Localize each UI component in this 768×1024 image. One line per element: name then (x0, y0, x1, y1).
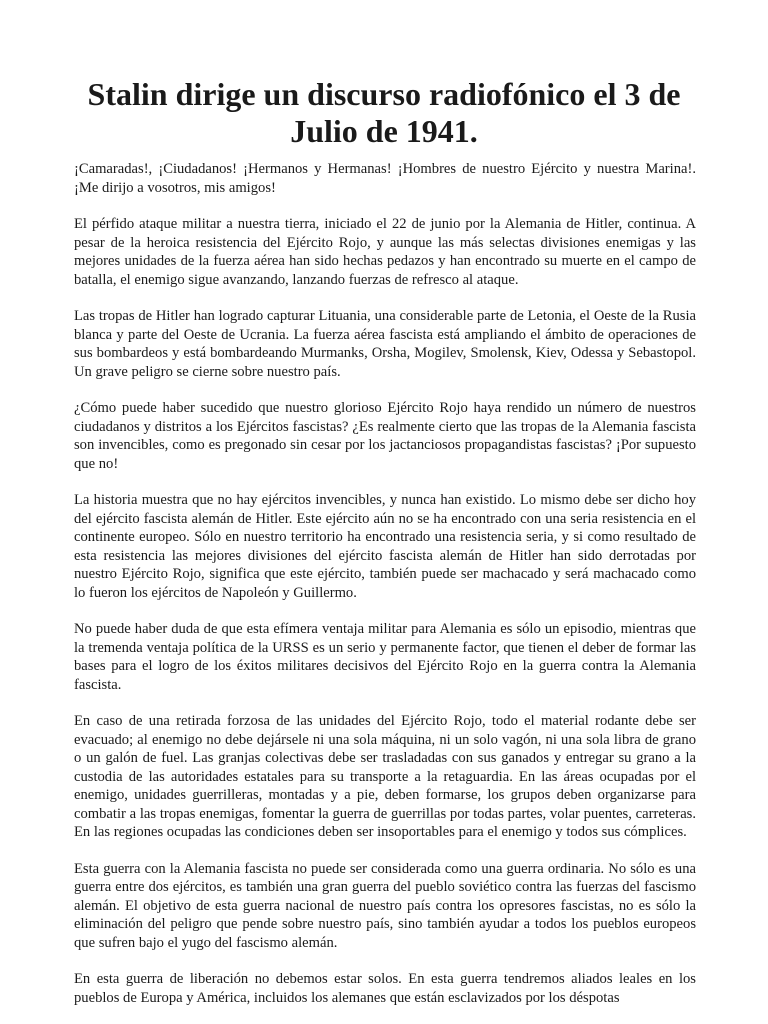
document-body (74, 160, 696, 1024)
paragraph-6: No puede haber duda de que esta efímera ventaja militar para Alemania es sólo un episodio, mientras que la tremenda ventaja política de la URSS es un serio y permanente factor, que tienen el deber de formar las bases para el logro de los éxitos militares decisivos del Ejército Rojo en la guerra contra la Alemania fascista. (74, 621, 696, 693)
paragraph-7: En caso de una retirada forzosa de las unidades del Ejército Rojo, todo el material rodante debe ser evacuado; al enemigo no debe dejársele ni una sola máquina, ni un solo vagón, ni una sola libra de grano o un galón de fuel. Las granjas colectivas debe ser trasladadas con sus ganados y entregar su grano a la custodia de las autoridades estatales para su transporte a la retaguardia. En las áreas ocupadas por el enemigo, unidades guerrilleras, montadas y a pie, deben formarse, los grupos deben organizarse para combatir a las tropas enemigas, fomentar la guerra de guerrillas por todas partes, volar puentes, carreteras. En las regiones ocupadas las condiciones deben ser insoportables para el enemigo y todos sus cómplices. (74, 713, 696, 840)
paragraph-3: Las tropas de Hitler han logrado capturar Lituania, una considerable parte de Letonia, el Oeste de la Rusia blanca y parte del Oeste de Ucrania. La fuerza aérea fascista está ampliando el ámbito de operaciones de sus bombardeos y está bombardeando Murmanks, Orsha, Mogilev, Smolensk, Kiev, Odessa y Sebastopol. Un grave peligro se cierne sobre nuestro país. (74, 308, 696, 380)
paragraph-1: ¡Camaradas!, ¡Ciudadanos! ¡Hermanos y Hermanas! ¡Hombres de nuestro Ejército y nuestra Marina!. ¡Me dirijo a vosotros, mis amigos! (74, 161, 696, 196)
paragraph-4: ¿Cómo puede haber sucedido que nuestro glorioso Ejército Rojo haya rendido un número de nuestros ciudadanos y distritos a los Ejércitos fascistas? ¿Es realmente cierto que las tropas de la Alemania fascista son invencibles, como es pregonado sin cesar por los jactanciosos propagandistas fascistas? ¡Por supuesto que no! (74, 400, 696, 472)
paragraph-9: En esta guerra de liberación no debemos estar solos. En esta guerra tendremos aliados leales en los pueblos de Europa y América, incluidos los alemanes que están esclavizados por los déspotas (74, 971, 696, 1006)
paragraph-8: Esta guerra con la Alemania fascista no puede ser considerada como una guerra ordinaria. No sólo es una guerra entre dos ejércitos, es también una gran guerra del pueblo soviético contra las fuerzas del fascismo alemán. El objetivo de esta guerra nacional de nuestro país contra los opresores fascistas, no es sólo la eliminación del peligro que pende sobre nuestro país, sino también ayudar a todos los pueblos europeos que sufren bajo el yugo del fascismo alemán. (74, 860, 696, 951)
paragraph-2: El pérfido ataque militar a nuestra tierra, iniciado el 22 de junio por la Alemania de Hitler, continua. A pesar de la heroica resistencia del Ejército Rojo, y aunque las más selectas divisiones enemigas y las mejores unidades de la fuerza aérea han sido hechas pedazos y han encontrado su muerte en el campo de batalla, el enemigo sigue avanzando, lanzando fuerzas de refresco al ataque. (74, 216, 696, 288)
paragraph-5: La historia muestra que no hay ejércitos invencibles, y nunca han existido. Lo mismo debe ser dicho hoy del ejército fascista alemán de Hitler. Este ejército aún no se ha encontrado con una seria resistencia en el continente europeo. Sólo en nuestro territorio ha encontrado una resistencia seria, y si como resultado de esta resistencia las mejores divisiones del ejército fascista alemán de Hitler han sido derrotadas por nuestro Ejército Rojo, significa que este ejército, también puede ser machacado y será machacado como lo fueron los ejércitos de Napoleón y Guillermo. (74, 492, 696, 601)
document-title: Stalin dirige un discurso radiofónico el 3 de Julio de 1941. (87, 76, 681, 149)
